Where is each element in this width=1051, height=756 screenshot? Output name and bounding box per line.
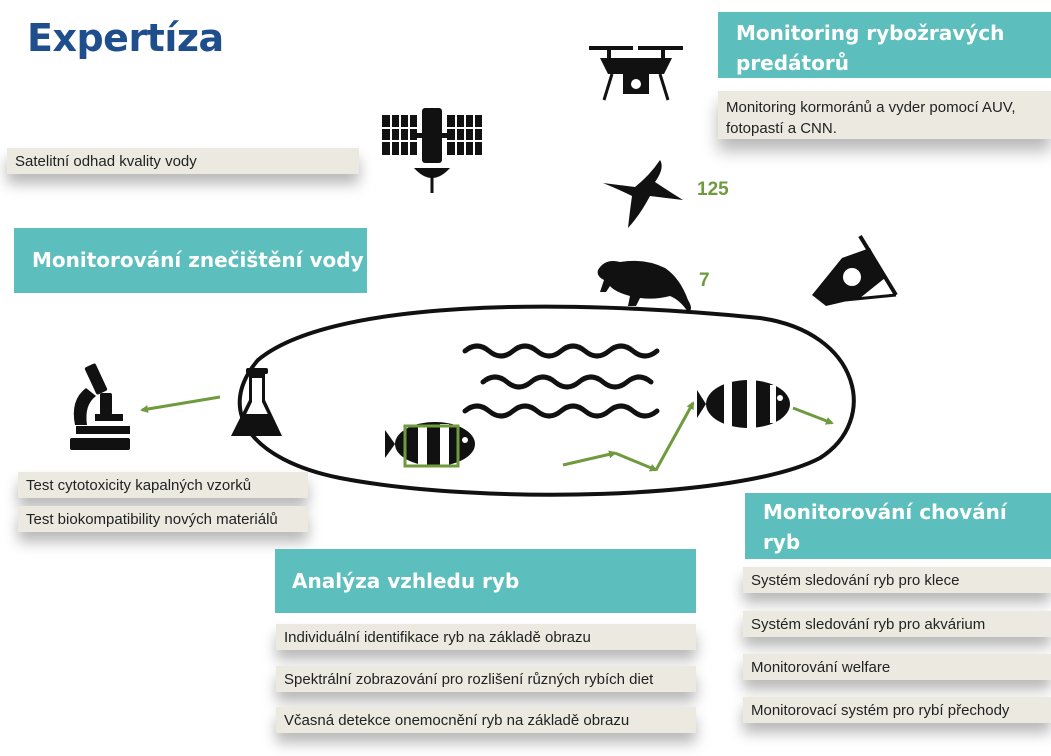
flask-icon xyxy=(231,368,282,436)
behaviour-item xyxy=(743,654,1051,680)
predators-heading xyxy=(718,12,1051,78)
behaviour-heading-line1: Monitorování chování xyxy=(763,500,1007,524)
pond-outline xyxy=(240,307,854,495)
pollution-item xyxy=(18,472,308,498)
tracking-arrows xyxy=(142,397,832,470)
behaviour-heading-line2: ryb xyxy=(763,530,801,554)
appearance-item-label: Individuální identifikace ryb na základě obrazu xyxy=(284,628,591,646)
clownfish-icon xyxy=(385,422,475,466)
camera-trap-icon xyxy=(812,236,896,306)
appearance-item xyxy=(276,666,696,692)
otter-count: 7 xyxy=(699,270,710,291)
satellite-item-label: Satelitní odhad kvality vody xyxy=(15,152,197,170)
behaviour-item-label: Monitorování welfare xyxy=(751,658,891,676)
drone-icon xyxy=(589,46,683,100)
behaviour-item-label: Monitorovací systém pro rybí přechody xyxy=(751,701,1010,719)
pollution-heading-text: Monitorování znečištění vody xyxy=(32,248,364,272)
page-title: Expertíza xyxy=(27,16,224,60)
predators-heading-line2: predátorů xyxy=(736,51,849,75)
predators-description xyxy=(718,91,1051,139)
behaviour-item xyxy=(743,697,1051,723)
appearance-heading xyxy=(275,549,696,613)
appearance-item xyxy=(276,624,696,650)
pollution-heading xyxy=(14,228,367,293)
appearance-item-label: Spektrální zobrazování pro rozlišení různých rybích diet xyxy=(284,670,654,688)
pollution-item-label: Test biokompatibility nových materiálů xyxy=(26,510,278,528)
pollution-item-label: Test cytotoxicity kapalných vzorků xyxy=(26,476,252,494)
appearance-item xyxy=(276,707,696,733)
behaviour-item xyxy=(743,567,1051,593)
predators-description-text: Monitoring kormoránů a vyder pomocí AUV, fotopastí a CNN. xyxy=(726,99,1016,137)
behaviour-item xyxy=(743,611,1051,637)
appearance-heading-text: Analýza vzhledu ryb xyxy=(292,569,520,593)
clownfish-icon xyxy=(697,380,790,428)
microscope-icon xyxy=(70,363,130,450)
behaviour-heading xyxy=(745,493,1051,559)
satellite-water-quality-item xyxy=(7,148,359,174)
appearance-item-label: Včasná detekce onemocnění ryb na základě obrazu xyxy=(284,711,630,729)
cormorant-count: 125 xyxy=(697,179,729,200)
predators-heading-line1: Monitoring rybožravých xyxy=(736,21,1005,45)
pollution-item xyxy=(18,506,308,532)
otter-icon xyxy=(598,261,691,312)
cormorant-icon xyxy=(603,160,683,228)
satellite-icon xyxy=(382,108,482,193)
behaviour-item-label: Systém sledování ryb pro akvárium xyxy=(751,615,986,633)
behaviour-item-label: Systém sledování ryb pro klece xyxy=(751,571,960,589)
waves-icon xyxy=(465,346,657,416)
